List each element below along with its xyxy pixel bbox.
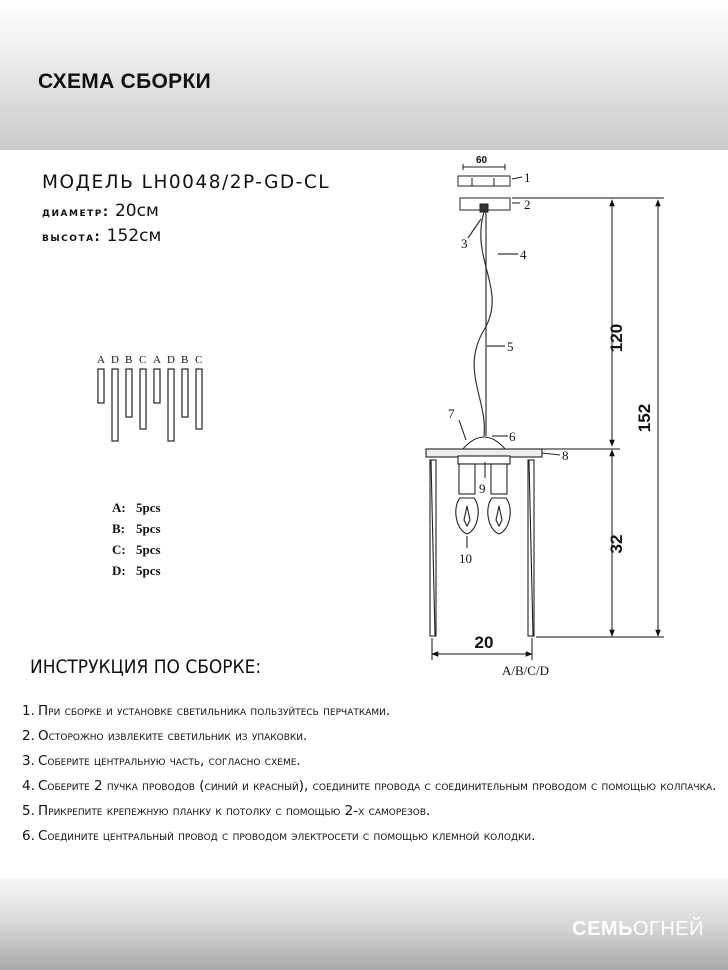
suspension-dim: 120: [607, 323, 626, 353]
crystal-bar-c: [140, 369, 146, 429]
crystal-letter: B: [125, 354, 133, 366]
callout-label: 9: [479, 481, 486, 496]
quantity-label: C:: [112, 542, 126, 557]
diameter-value: 20см: [114, 201, 159, 221]
crystal-bar-d: [112, 369, 118, 441]
brand-light: ОГНЕЙ: [632, 918, 704, 940]
page-title: СХЕМА СБОРКИ: [38, 70, 211, 93]
crystal-bar-a: [98, 369, 104, 403]
canopy: [458, 164, 522, 212]
crystal-quantities: [112, 500, 161, 584]
callout-label: 3: [461, 236, 468, 251]
callout-label: 1: [524, 170, 531, 185]
footer-band: [0, 878, 728, 970]
lamp-body: [426, 420, 560, 636]
callout-label: 7: [448, 406, 455, 421]
instruction-step: [22, 703, 722, 720]
step-text: При сборке и установке светильника пользуйтесь перчатками.: [38, 703, 391, 719]
shade-height-dim: 32: [607, 534, 626, 554]
instruction-step: [22, 728, 722, 745]
suspension-cable: [468, 212, 518, 436]
callout-label: 2: [524, 197, 531, 212]
step-number: 5.: [22, 803, 35, 819]
step-number: 3.: [22, 753, 35, 769]
quantity-row: [112, 542, 161, 563]
crystal-letter: B: [181, 354, 189, 366]
brand-bold: СЕМЬ: [572, 918, 633, 940]
canopy-width-dim: 60: [476, 155, 488, 166]
instruction-step: [22, 803, 722, 820]
callout-label: 8: [562, 448, 569, 463]
crystal-letter: D: [111, 354, 119, 366]
step-number: 4.: [22, 778, 35, 794]
crystal-bar-b: [126, 369, 132, 417]
callout-label: 5: [507, 339, 514, 354]
instructions-title: ИНСТРУКЦИЯ ПО СБОРКЕ:: [30, 657, 262, 678]
callout-label: 10: [459, 551, 472, 566]
crystal-types-label: A/B/C/D: [502, 663, 549, 678]
instruction-step: [22, 753, 722, 770]
quantity-value: 5pcs: [136, 500, 161, 515]
callout-label: 4: [520, 247, 527, 262]
crystal-bar-b: [182, 369, 188, 417]
instruction-step: [22, 778, 722, 795]
crystal-bars: [98, 369, 202, 441]
quantity-value: 5pcs: [136, 542, 161, 557]
step-number: 2.: [22, 728, 35, 744]
crystal-letter: C: [139, 354, 147, 366]
quantity-row: [112, 563, 161, 584]
quantity-value: 5pcs: [136, 563, 161, 578]
brand-logo: [572, 918, 704, 941]
total-height-dim: 152: [635, 403, 654, 433]
diameter-dim: 20: [474, 633, 494, 652]
step-text: Соберите центральную часть, согласно схеме.: [38, 753, 301, 769]
model-value: LH0048/2P-GD-CL: [141, 172, 331, 193]
crystal-letter: A: [97, 354, 105, 366]
crystal-bar-d: [168, 369, 174, 441]
step-text: Соедините центральный провод с проводом электросети с помощью клемной колодки.: [38, 828, 536, 844]
step-text: Соберите 2 пучка проводов (синий и красный), соедините провода с соединительным проводом с помощью колпачка.: [38, 778, 717, 794]
step-number: 1.: [22, 703, 35, 719]
quantity-row: [112, 521, 161, 542]
model-label: МОДЕЛЬ: [42, 172, 135, 193]
instruction-step: [22, 828, 722, 845]
crystal-letter: D: [167, 354, 175, 366]
quantity-label: A:: [112, 500, 126, 515]
step-text: Осторожно извлеките светильник из упаковки.: [38, 728, 308, 744]
crystal-bar-c: [196, 369, 202, 429]
step-text: Прикрепите крепежную планку к потолку с помощью 2-х саморезов.: [38, 803, 431, 819]
instruction-steps: [22, 703, 722, 853]
quantity-label: B:: [112, 521, 125, 536]
crystal-letters: [97, 354, 202, 366]
height-value: 152см: [106, 226, 162, 246]
callout-label: 6: [509, 429, 516, 444]
diameter-label: диаметр:: [42, 205, 110, 220]
quantity-label: D:: [112, 563, 126, 578]
height-label: высота:: [42, 230, 102, 245]
dimension-lines: [432, 198, 664, 660]
crystal-letter: C: [195, 354, 203, 366]
step-number: 6.: [22, 828, 35, 844]
crystal-letter: A: [153, 354, 161, 366]
quantity-value: 5pcs: [136, 521, 161, 536]
quantity-row: [112, 500, 161, 521]
crystal-bar-a: [154, 369, 160, 403]
